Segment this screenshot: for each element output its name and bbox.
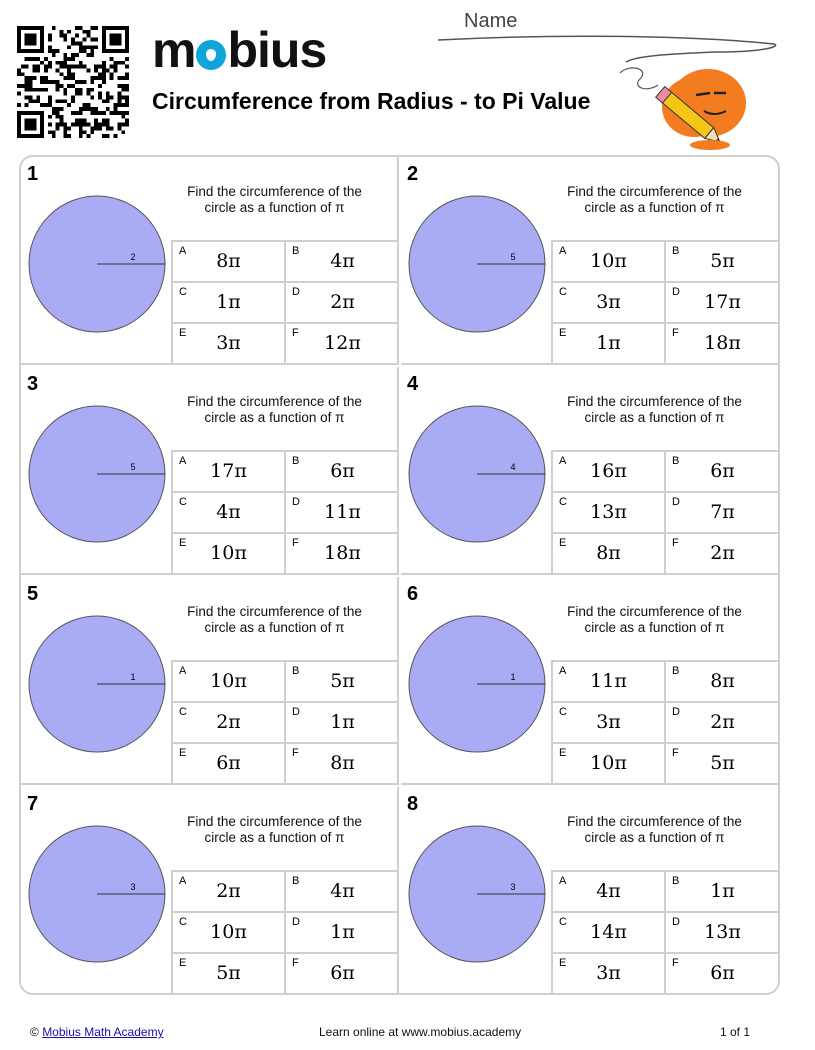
circle-diagram (27, 404, 169, 546)
answer-option-d[interactable] (666, 283, 779, 324)
answer-options (551, 240, 779, 365)
worksheet-title: Circumference from Radius - to Pi Value (152, 88, 591, 114)
option-value: 5π (710, 752, 735, 774)
option-letter: D (292, 286, 300, 298)
option-letter: A (559, 665, 567, 677)
problem-prompt: Find the circumference of the circle as a function of π (187, 814, 362, 845)
option-letter: F (292, 327, 299, 339)
option-letter: B (292, 245, 300, 257)
problem-number: 3 (27, 373, 39, 395)
option-value: 6π (710, 460, 735, 482)
answer-option-e[interactable] (173, 324, 286, 365)
option-value: 3π (216, 332, 241, 354)
radius-label: 5 (510, 252, 516, 262)
option-value: 4π (216, 501, 241, 523)
option-value: 10π (210, 921, 247, 943)
option-letter: A (179, 875, 187, 887)
option-value: 3π (596, 962, 621, 984)
problem-prompt: Find the circumference of the circle as a function of π (187, 604, 362, 635)
radius-label: 1 (510, 672, 516, 682)
problem-cell (401, 157, 779, 365)
option-letter: A (559, 455, 567, 467)
radius-label: 3 (130, 882, 136, 892)
problem-prompt: Find the circumference of the circle as a function of π (567, 394, 742, 425)
circle-diagram (27, 194, 169, 336)
circle-diagram (27, 614, 169, 756)
answer-option-b[interactable] (286, 452, 399, 493)
option-letter: E (559, 537, 567, 549)
answer-option-f[interactable] (286, 324, 399, 365)
option-value: 12π (324, 332, 361, 354)
option-value: 2π (710, 542, 735, 564)
option-letter: B (672, 455, 680, 467)
circle-diagram (407, 824, 549, 966)
answer-option-d[interactable] (286, 703, 399, 744)
option-value: 10π (210, 542, 247, 564)
answer-option-a[interactable] (173, 662, 286, 703)
option-value: 13π (590, 501, 627, 523)
option-value: 18π (324, 542, 361, 564)
option-value: 17π (210, 460, 247, 482)
answer-option-f[interactable] (666, 324, 779, 365)
answer-option-b[interactable] (286, 662, 399, 703)
option-letter: E (559, 747, 567, 759)
problem-number: 4 (407, 373, 419, 395)
option-value: 16π (590, 460, 627, 482)
option-value: 8π (596, 542, 621, 564)
problem-cell (21, 367, 399, 575)
answer-option-f[interactable] (286, 954, 399, 995)
option-value: 4π (330, 880, 355, 902)
option-letter: D (292, 496, 300, 508)
answer-option-b[interactable] (666, 872, 779, 913)
footer-center-text: Learn online at www.mobius.academy (319, 1025, 522, 1039)
option-letter: F (292, 747, 299, 759)
problem-cell (21, 577, 399, 785)
radius-label: 5 (130, 462, 136, 472)
option-value: 7π (710, 501, 735, 523)
circle-diagram (407, 404, 549, 546)
answer-option-c[interactable] (173, 703, 286, 744)
option-value: 1π (710, 880, 735, 902)
radius-label: 3 (510, 882, 516, 892)
option-value: 11π (324, 501, 361, 523)
option-letter: C (179, 916, 187, 928)
option-value: 4π (330, 250, 355, 272)
option-value: 2π (216, 711, 241, 733)
answer-option-a[interactable] (173, 242, 286, 283)
option-letter: C (559, 706, 567, 718)
option-letter: C (179, 706, 187, 718)
answer-options (171, 870, 399, 995)
problem-cell (401, 367, 779, 575)
option-value: 6π (710, 962, 735, 984)
option-value: 2π (710, 711, 735, 733)
answer-option-c[interactable] (173, 493, 286, 534)
option-letter: C (559, 916, 567, 928)
option-value: 6π (330, 460, 355, 482)
answer-options (551, 660, 779, 785)
answer-option-e[interactable] (553, 954, 666, 995)
problem-prompt: Find the circumference of the circle as a function of π (187, 184, 362, 215)
option-value: 3π (596, 711, 621, 733)
answer-option-b[interactable] (286, 242, 399, 283)
circle-diagram (27, 824, 169, 966)
answer-option-e[interactable] (173, 534, 286, 575)
option-value: 5π (710, 250, 735, 272)
option-value: 8π (330, 752, 355, 774)
problems-grid (19, 155, 780, 995)
option-value: 11π (590, 670, 627, 692)
footer-page-number: 1 of 1 (720, 1025, 751, 1039)
problem-number: 8 (407, 793, 419, 815)
answer-option-d[interactable] (286, 283, 399, 324)
problem-number: 1 (27, 163, 39, 185)
problem-cell (401, 577, 779, 785)
answer-options (551, 450, 779, 575)
answer-option-e[interactable] (553, 324, 666, 365)
qr-code (17, 26, 129, 138)
answer-option-f[interactable] (286, 744, 399, 785)
answer-option-a[interactable] (553, 452, 666, 493)
pencil-mascot-icon (610, 55, 770, 155)
answer-option-e[interactable] (553, 534, 666, 575)
option-value: 1π (330, 921, 355, 943)
option-letter: C (179, 286, 187, 298)
answer-options (551, 870, 779, 995)
problem-number: 7 (27, 793, 39, 815)
radius-label: 2 (130, 252, 136, 262)
answer-option-b[interactable] (286, 872, 399, 913)
name-label: Name (464, 10, 518, 32)
answer-option-f[interactable] (666, 954, 779, 995)
option-letter: C (559, 496, 567, 508)
answer-option-a[interactable] (553, 242, 666, 283)
problem-cell (401, 787, 779, 995)
option-letter: E (179, 747, 187, 759)
answer-option-d[interactable] (666, 703, 779, 744)
option-letter: D (292, 706, 300, 718)
option-value: 2π (216, 880, 241, 902)
option-letter: F (672, 957, 679, 969)
answer-option-c[interactable] (553, 913, 666, 954)
option-value: 1π (330, 711, 355, 733)
option-letter: A (559, 245, 567, 257)
option-letter: A (179, 455, 187, 467)
option-letter: A (179, 665, 187, 677)
answer-option-d[interactable] (286, 913, 399, 954)
option-value: 6π (330, 962, 355, 984)
option-letter: D (672, 286, 680, 298)
answer-option-c[interactable] (553, 493, 666, 534)
option-value: 4π (596, 880, 621, 902)
option-letter: E (179, 957, 187, 969)
option-value: 6π (216, 752, 241, 774)
answer-option-d[interactable] (666, 493, 779, 534)
problem-prompt: Find the circumference of the circle as a function of π (567, 814, 742, 845)
option-letter: B (292, 875, 300, 887)
radius-label: 1 (130, 672, 136, 682)
answer-options (171, 450, 399, 575)
mobius-logo: m bius (152, 22, 327, 78)
option-letter: F (292, 957, 299, 969)
option-letter: C (559, 286, 567, 298)
option-letter: E (179, 327, 187, 339)
option-letter: F (672, 327, 679, 339)
problem-cell (21, 787, 399, 995)
option-letter: D (672, 496, 680, 508)
option-value: 3π (596, 291, 621, 313)
answer-option-d[interactable] (666, 913, 779, 954)
option-value: 18π (704, 332, 741, 354)
problem-prompt: Find the circumference of the circle as a function of π (567, 604, 742, 635)
option-letter: B (672, 665, 680, 677)
option-value: 17π (704, 291, 741, 313)
option-letter: B (292, 455, 300, 467)
problem-number: 2 (407, 163, 419, 185)
option-value: 5π (216, 962, 241, 984)
option-value: 5π (330, 670, 355, 692)
option-letter: F (672, 537, 679, 549)
answer-option-e[interactable] (553, 744, 666, 785)
circle-diagram (407, 194, 549, 336)
answer-option-a[interactable] (173, 872, 286, 913)
answer-option-f[interactable] (286, 534, 399, 575)
answer-options (171, 660, 399, 785)
option-value: 8π (710, 670, 735, 692)
option-value: 10π (210, 670, 247, 692)
option-letter: C (179, 496, 187, 508)
radius-label: 4 (510, 462, 516, 472)
option-letter: A (179, 245, 187, 257)
option-value: 14π (590, 921, 627, 943)
option-letter: D (672, 916, 680, 928)
answer-options (171, 240, 399, 365)
answer-option-f[interactable] (666, 744, 779, 785)
option-value: 1π (216, 291, 241, 313)
option-letter: B (672, 245, 680, 257)
answer-option-c[interactable] (173, 283, 286, 324)
problem-prompt: Find the circumference of the circle as a function of π (187, 394, 362, 425)
answer-option-b[interactable] (666, 662, 779, 703)
answer-option-d[interactable] (286, 493, 399, 534)
answer-option-e[interactable] (173, 954, 286, 995)
answer-option-a[interactable] (553, 662, 666, 703)
option-value: 2π (330, 291, 355, 313)
option-letter: D (292, 916, 300, 928)
answer-option-c[interactable] (553, 703, 666, 744)
option-value: 13π (704, 921, 741, 943)
answer-option-a[interactable] (173, 452, 286, 493)
problem-prompt: Find the circumference of the circle as a function of π (567, 184, 742, 215)
answer-option-e[interactable] (173, 744, 286, 785)
problem-number: 6 (407, 583, 419, 605)
answer-option-b[interactable] (666, 242, 779, 283)
option-letter: D (672, 706, 680, 718)
logo-droplet-icon (196, 40, 226, 70)
footer-link[interactable]: Mobius Math Academy (42, 1025, 164, 1039)
problem-number: 5 (27, 583, 39, 605)
answer-option-c[interactable] (553, 283, 666, 324)
circle-diagram (407, 614, 549, 756)
option-letter: E (559, 957, 567, 969)
option-letter: F (672, 747, 679, 759)
option-letter: B (292, 665, 300, 677)
answer-option-a[interactable] (553, 872, 666, 913)
option-value: 8π (216, 250, 241, 272)
option-letter: B (672, 875, 680, 887)
option-letter: E (179, 537, 187, 549)
option-letter: A (559, 875, 567, 887)
answer-option-f[interactable] (666, 534, 779, 575)
option-value: 1π (596, 332, 621, 354)
option-letter: E (559, 327, 567, 339)
option-letter: F (292, 537, 299, 549)
answer-option-c[interactable] (173, 913, 286, 954)
footer-copyright: © Mobius Math Academy (30, 1025, 164, 1039)
problem-cell (21, 157, 399, 365)
option-value: 10π (590, 250, 627, 272)
option-value: 10π (590, 752, 627, 774)
answer-option-b[interactable] (666, 452, 779, 493)
